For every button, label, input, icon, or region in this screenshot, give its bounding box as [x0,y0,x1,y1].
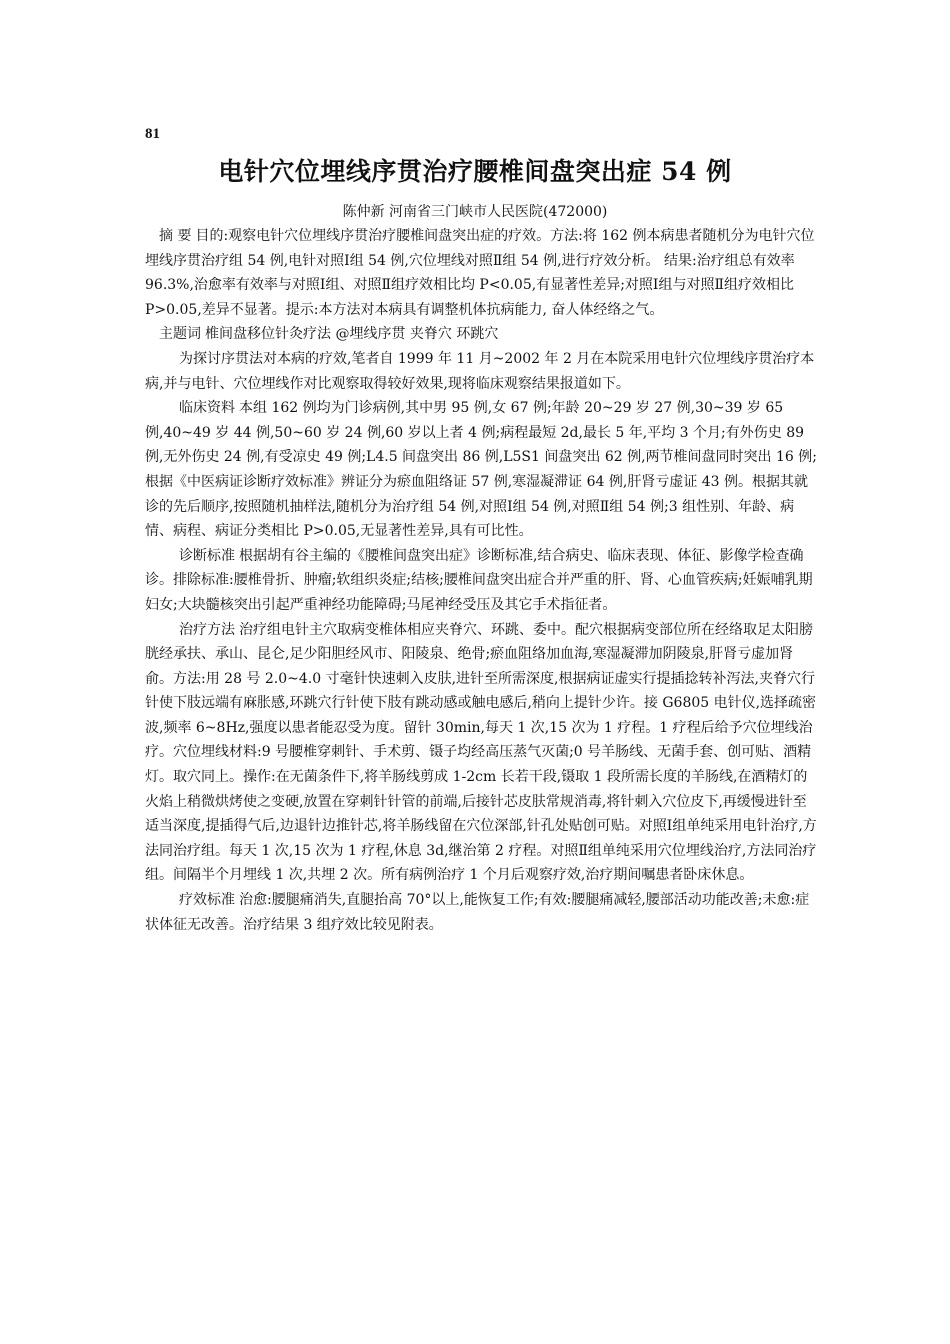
section-text: 本组 162 例均为门诊病例,其中男 95 例,女 67 例;年龄 20~29 岁 27 例,30~39 岁 65 例,40~49 岁 44 例,50~60 岁 24 例,60 岁以上者 4 例;病程最短 2d,最长 5 年,平均 3 个月;有外伤史 89 例,无外伤史 24 例,有受凉史 49 例;L4.5 间盘突出 86 例,L5S1 间盘突出 62 例,两节椎间盘同时突出 16 例;根据《中医病证诊断疗效标准》辨证分为瘀血阻络证 57 例,寒湿凝滞证 64 例,肝肾亏虚证 43 例。根据其就诊的先后顺序,按照随机抽样法,随机分为治疗组 54 例,对照Ⅰ组 54 例,对照Ⅱ组 54 例;3 组性别、年龄、病情、病程、病证分类相比 P>0.05,无显著性差异,具有可比性。 [145,400,817,540]
intro-paragraph [145,347,817,396]
keywords-text: 椎间盘移位针灸疗法 @埋线序贯 夹脊穴 环跳穴 [205,326,499,343]
section-diagnostic-criteria [145,544,817,618]
section-text: 治疗组电针主穴取病变椎体相应夹脊穴、环跳、委中。配穴根据病变部位所在经络取足太阳膀胱经承扶、承山、昆仑,足少阳胆经风市、阳陵泉、绝骨;瘀血阻络加血海,寒湿凝滞加阴陵泉,肝肾亏虚加肾俞。方法:用 28 号 2.0~4.0 寸毫针快速刺入皮肤,进针至所需深度,根据病证虚实行提插捻转补泻法,夹脊穴行针使下肢远端有麻胀感,环跳穴行针使下肢有跳动感或触电感后,稍向上提针少许。接 G6805 电针仪,选择疏密波,频率 6~8Hz,强度以患者能忍受为度。留针 30min,每天 1 次,15 次为 1 疗程。1 疗程后给予穴位埋线治疗。穴位埋线材料:9 号腰椎穿刺针、手术剪、镊子均经高压蒸气灭菌;0 号羊肠线、无菌手套、创可贴、酒精灯。取穴同上。操作:在无菌条件下,将羊肠线剪成 1-2cm 长若干段,镊取 1 段所需长度的羊肠线,在酒精灯的火焰上稍微烘烤使之变硬,放置在穿刺针针管的前端,后接针芯皮肤常规消毒,将针刺入穴位皮下,再缓慢进针至适当深度,提插得气后,边退针边推针芯,将羊肠线留在穴位深部,针孔处贴创可贴。对照Ⅰ组单纯采用电针治疗,方法同治疗组。每天 1 次,15 次为 1 疗程,休息 3d,继治第 2 疗程。对照Ⅱ组单纯采用穴位埋线治疗,方法同治疗组。间隔半个月埋线 1 次,共埋 2 次。所有病例治疗 1 个月后观察疗效,治疗期间嘱患者卧床休息。 [145,621,817,884]
section-text: 治愈:腰腿痛消失,直腿抬高 70°以上,能恢复工作;有效:腰腿痛减轻,腰部活动功能改善;未愈:症状体征无改善。治疗结果 3 组疗效比较见附表。 [145,892,810,933]
intro-text: 为探讨序贯法对本病的疗效,笔者自 1999 年 11 月~2002 年 2 月在本院采用电针穴位埋线序贯治疗本病,并与电针、穴位埋线作对比观察取得较好效果,现将临床观察结果报道如下。 [145,350,815,392]
author-affiliation: 陈仲新 河南省三门峡市人民医院(472000) [342,204,608,220]
abstract-text: 目的:观察电针穴位埋线序贯治疗腰椎间盘突出症的疗效。方法:将 162 例本病患者随机分为电针穴位埋线序贯治疗组 54 例,电针对照Ⅰ组 54 例,穴位埋线对照Ⅱ组 54 例,进行疗效分析。 结果:治疗组总有效率 96.3%,治愈率有效率与对照Ⅰ组、对照Ⅱ组疗效相比均 P<0.05,有显著性差异;对照Ⅰ组与对照Ⅱ组疗效相比 P>0.05,差异不显著。提示:本方法对本病具有调整机体抗病能力, 奋人体经络之气。 [145,228,815,318]
section-text: 根据胡有谷主编的《腰椎间盘突出症》诊断标准,结合病史、临床表现、体征、影像学检查确诊。排除标准:腰椎骨折、肿瘤;软组织炎症;结核;腰椎间盘突出症合并严重的肝、肾、心血管疾病;妊娠哺乳期妇女;大块髓核突出引起严重神经功能障碍;马尾神经受压及其它手术指征者。 [145,547,813,613]
section-label: 临床资料 [179,400,235,417]
keywords-label: 主题词 [159,326,201,343]
section-treatment-method [145,618,817,889]
section-label: 疗效标准 [179,892,235,909]
section-clinical-data [145,396,817,544]
section-efficacy-criteria [145,888,817,937]
section-label: 治疗方法 [179,621,235,638]
article-body [145,224,817,937]
article-title: 电针穴位埋线序贯治疗腰椎间盘突出症 54 例 [218,157,732,186]
abstract-label: 摘 要 [159,228,192,244]
abstract [145,224,817,322]
page-number: 81 [145,126,160,142]
section-label: 诊断标准 [179,547,235,564]
keywords [145,322,817,347]
